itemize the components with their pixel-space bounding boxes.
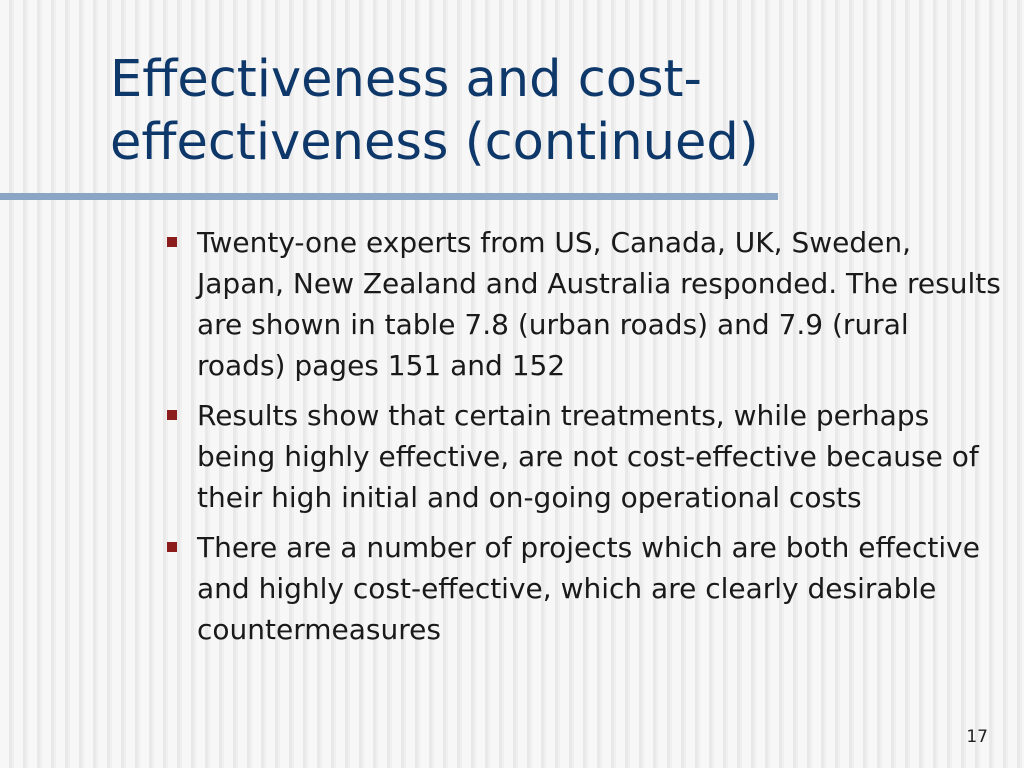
- title-divider: [0, 193, 778, 200]
- bullet-text: Twenty-one experts from US, Canada, UK, Sweden, Japan, New Zealand and Australia responded. The results are shown in table 7.8 (urban roads) and 7.9 (rural roads) pages 151 and 152: [197, 226, 1001, 382]
- bullet-list: [165, 222, 1005, 659]
- square-bullet-icon: [167, 410, 177, 420]
- bullet-item: [165, 222, 1005, 386]
- bullet-item: [165, 527, 1005, 650]
- page-number: 17: [966, 727, 988, 747]
- bullet-text: Results show that certain treatments, while perhaps being highly effective, are not cost-effective because of their high initial and on-going operational costs: [197, 399, 979, 514]
- bullet-text: There are a number of projects which are both effective and highly cost-effective, which are clearly desirable countermeasures: [197, 531, 980, 646]
- square-bullet-icon: [167, 237, 177, 247]
- square-bullet-icon: [167, 542, 177, 552]
- bullet-item: [165, 395, 1005, 518]
- slide-title: Effectiveness and cost-effectiveness (continued): [110, 50, 759, 172]
